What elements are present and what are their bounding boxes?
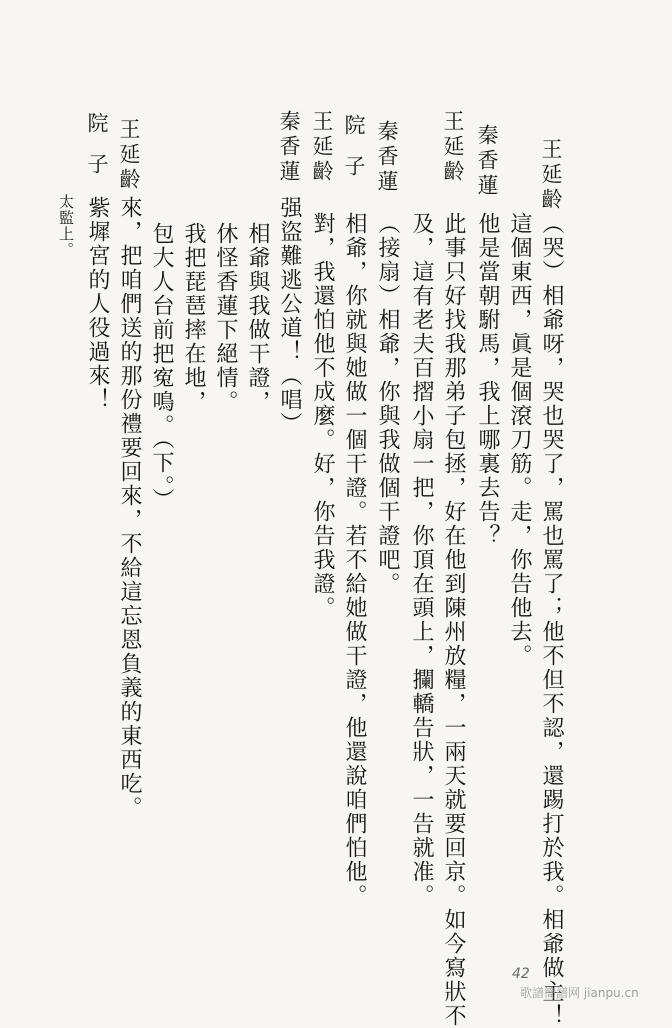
dialogue-text: （接扇）相爺，你與我做個干證吧。 — [375, 212, 400, 596]
dialogue-speaker: 秦香蓮 — [475, 124, 499, 199]
dialogue-speaker: 秦香蓮 — [277, 110, 301, 185]
page-number: 42 — [512, 966, 530, 982]
dialogue-speaker: 王延齡 — [310, 110, 334, 185]
watermark: 歌譜簡譜网 jianpu.cn — [520, 986, 639, 1000]
dialogue-text: 及，這有老夫百摺小扇一把，你頂在頭上，攔轎告狀，一告就准。 — [409, 212, 434, 908]
dialogue-speaker: 秦香蓮 — [375, 120, 399, 195]
dialogue-text: 强盜難逃公道！（唱） — [277, 196, 302, 436]
dialogue-speaker: 王延齡 — [117, 118, 141, 193]
dialogue-text: 此事只好找我那弟子包拯，好在他到陳州放糧，一兩天就要回京。如今寫狀不 — [441, 212, 466, 1028]
verse-line: 休怪香蓮下絕情。 — [213, 222, 238, 414]
dialogue-text: 他是當朝駙馬，我上哪裏去告？ — [475, 212, 500, 548]
dialogue-text: 來，把咱們送的那份禮要回來，不給這忘恩負義的東西吃。 — [117, 196, 142, 820]
dialogue-text: 對，我還怕他不成麼。好，你告我證。 — [310, 212, 335, 620]
verse-line: 包大人台前把寃鳴。（下。） — [149, 222, 174, 512]
dialogue-text: 相爺，你就與她做一個干證。若不給她做干證，他還說咱們怕他。 — [342, 212, 367, 908]
dialogue-text: 這個東西，眞是個滾刀筋。走，你告他去。 — [507, 212, 532, 668]
verse-line: 相爺與我做干證， — [245, 222, 270, 414]
stage-direction: 太監上。 — [57, 194, 75, 258]
verse-line: 我把琵琶摔在地， — [181, 222, 206, 414]
dialogue-speaker: 院子 — [342, 114, 366, 196]
dialogue-speaker: 王延齡 — [539, 138, 563, 213]
dialogue-speaker: 王延齡 — [441, 110, 465, 185]
dialogue-text: （哭）相爺呀，哭也哭了，罵也罵了；他不但不認，還踢打於我。相爺做主！ — [539, 212, 564, 1028]
dialogue-text: 紫墀宮的人役過來！ — [85, 196, 110, 412]
dialogue-speaker: 院子 — [85, 112, 109, 194]
